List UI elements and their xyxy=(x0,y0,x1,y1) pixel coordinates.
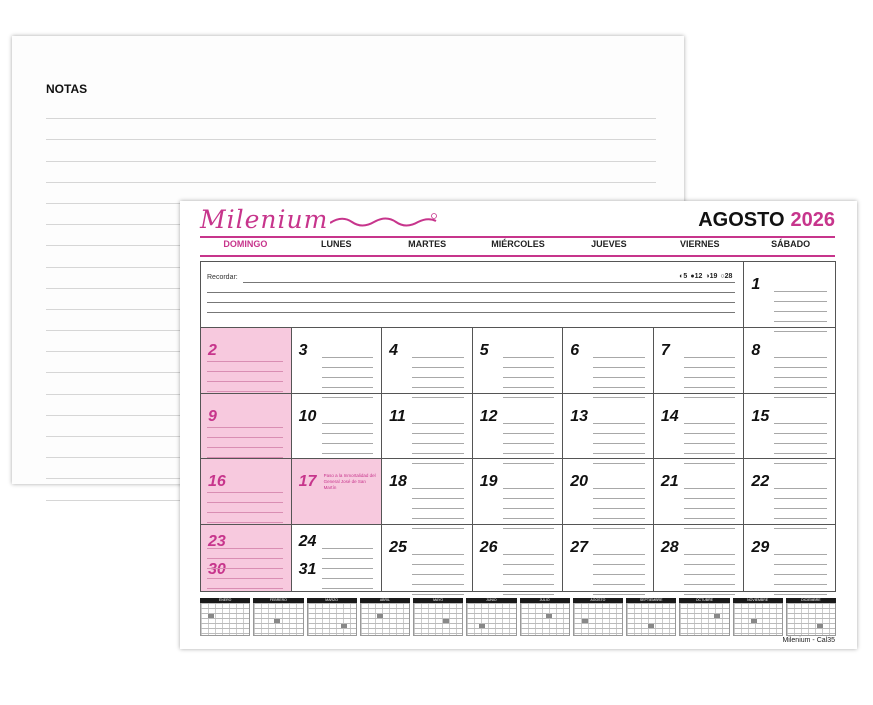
day-number: 23 xyxy=(208,533,226,551)
brand-swash-icon xyxy=(330,213,440,229)
write-line xyxy=(503,489,555,499)
write-line xyxy=(322,424,374,434)
day-number: 10 xyxy=(298,407,317,425)
mini-month-name: OCTUBRE xyxy=(679,598,729,603)
write-line xyxy=(207,483,283,493)
write-line xyxy=(503,555,555,565)
moon-phase-icon: ◐ xyxy=(679,273,684,280)
write-line xyxy=(593,479,645,489)
write-line xyxy=(593,555,645,565)
day-lines xyxy=(774,545,827,595)
day-number: 1 xyxy=(751,276,761,293)
write-line xyxy=(207,438,283,448)
write-line xyxy=(412,368,464,378)
write-line xyxy=(684,368,736,378)
write-line xyxy=(684,499,736,509)
day-cell[interactable] xyxy=(201,328,292,394)
mini-month-grid xyxy=(786,603,836,636)
write-line xyxy=(207,418,283,428)
day-number: 13 xyxy=(570,407,589,425)
write-line xyxy=(207,549,283,559)
day-lines xyxy=(412,348,464,398)
write-line xyxy=(207,382,283,392)
note-line xyxy=(46,162,656,183)
mini-month xyxy=(573,598,623,638)
write-line xyxy=(774,444,827,454)
write-line xyxy=(684,585,736,595)
header-rule xyxy=(200,236,835,238)
day-lines xyxy=(503,479,555,529)
day-cell[interactable] xyxy=(654,525,745,591)
write-line xyxy=(774,499,827,509)
write-line xyxy=(412,565,464,575)
mini-month xyxy=(360,598,410,638)
write-line xyxy=(774,434,827,444)
write-line xyxy=(503,565,555,575)
write-line xyxy=(774,555,827,565)
write-line xyxy=(593,499,645,509)
mini-month-grid xyxy=(307,603,357,636)
write-line xyxy=(322,549,374,559)
write-line xyxy=(412,414,464,424)
mini-month-name: ENERO xyxy=(200,598,250,603)
day-number: 7 xyxy=(660,341,670,359)
day-number: 27 xyxy=(570,539,589,557)
day-lines xyxy=(774,414,827,464)
day-cell[interactable] xyxy=(563,394,654,460)
day-cell[interactable] xyxy=(744,394,835,460)
year-mini-calendars xyxy=(200,598,836,638)
day-number: 14 xyxy=(660,407,679,425)
remember-line xyxy=(207,292,735,293)
month-name: AGOSTO xyxy=(698,209,785,231)
write-line xyxy=(503,479,555,489)
write-line xyxy=(593,368,645,378)
month-title xyxy=(698,209,835,232)
day-lines xyxy=(774,479,827,529)
write-line xyxy=(503,585,555,595)
mini-holiday-mark xyxy=(341,624,347,628)
mini-holiday-mark xyxy=(377,614,383,618)
day-number: 26 xyxy=(479,539,498,557)
write-line xyxy=(412,434,464,444)
day-number: 18 xyxy=(389,473,407,491)
mini-month xyxy=(307,598,357,638)
write-line xyxy=(503,414,555,424)
moon-phase-day: 5 xyxy=(683,273,688,280)
day-cell[interactable] xyxy=(744,525,835,591)
mini-month xyxy=(520,598,570,638)
write-line xyxy=(322,368,374,378)
day-cell[interactable] xyxy=(382,525,473,591)
mini-month xyxy=(253,598,303,638)
write-line xyxy=(684,509,736,519)
mini-month-grid xyxy=(679,603,729,636)
write-line xyxy=(774,565,827,575)
write-line xyxy=(322,348,374,358)
write-line xyxy=(774,479,827,489)
day-number: 12 xyxy=(479,407,498,425)
day-number: 22 xyxy=(751,473,770,491)
write-line xyxy=(412,378,464,388)
write-line xyxy=(593,575,645,585)
write-line xyxy=(774,575,827,585)
write-line xyxy=(412,499,464,509)
write-line xyxy=(322,434,374,444)
month-grid xyxy=(200,261,836,592)
write-line xyxy=(684,545,736,555)
write-line xyxy=(774,585,827,595)
day-number: 9 xyxy=(208,407,217,425)
write-line xyxy=(774,312,827,322)
write-line xyxy=(322,444,374,454)
write-line xyxy=(593,434,645,444)
write-line xyxy=(774,545,827,555)
write-line xyxy=(593,444,645,454)
mini-month xyxy=(733,598,783,638)
write-line xyxy=(412,575,464,585)
write-line xyxy=(684,378,736,388)
write-line xyxy=(412,358,464,368)
mini-month-name: MAYO xyxy=(413,598,463,603)
write-line xyxy=(684,489,736,499)
write-line xyxy=(593,358,645,368)
mini-holiday-mark xyxy=(582,619,588,623)
write-line xyxy=(322,414,374,424)
day-number: 24 xyxy=(298,533,317,551)
weekday-rule xyxy=(200,255,835,257)
write-line xyxy=(774,489,827,499)
brand-logo: Milenium xyxy=(200,205,329,234)
day-number: 3 xyxy=(298,341,308,359)
day-number: 17 xyxy=(298,473,317,491)
year: 2026 xyxy=(790,209,835,231)
write-line xyxy=(412,348,464,358)
holiday-note: Paso a la Inmortalidad del General José de San Martín xyxy=(323,473,376,491)
write-line xyxy=(684,414,736,424)
write-line xyxy=(503,424,555,434)
mini-month-name: AGOSTO xyxy=(573,598,623,603)
write-line xyxy=(207,493,283,503)
mini-month-name: NOVIEMBRE xyxy=(733,598,783,603)
write-line xyxy=(503,368,555,378)
mini-month-name: JUNIO xyxy=(466,598,516,603)
mini-holiday-mark xyxy=(817,624,823,628)
write-line xyxy=(593,545,645,555)
day-number: 4 xyxy=(389,341,399,359)
day-number: 16 xyxy=(208,473,226,491)
moon-phases xyxy=(676,273,735,280)
write-line xyxy=(412,585,464,595)
day-cell[interactable] xyxy=(654,328,745,394)
mini-month-name: JULIO xyxy=(520,598,570,603)
write-line xyxy=(774,358,827,368)
day-number: 25 xyxy=(389,539,407,557)
day-lines xyxy=(593,348,645,398)
mini-month xyxy=(466,598,516,638)
write-line xyxy=(322,378,374,388)
mini-holiday-mark xyxy=(546,614,552,618)
day-number: 20 xyxy=(570,473,589,491)
day-lines xyxy=(684,479,736,529)
mini-month-grid xyxy=(626,603,676,636)
write-line xyxy=(207,513,283,523)
weekday-header xyxy=(200,239,836,249)
day-lines xyxy=(593,479,645,529)
remember-line xyxy=(207,312,735,313)
day-cell[interactable] xyxy=(473,525,564,591)
mini-month-name: DICIEMBRE xyxy=(786,598,836,603)
write-line xyxy=(412,479,464,489)
write-line xyxy=(322,569,374,579)
day-number: 21 xyxy=(660,473,679,491)
mini-month-grid xyxy=(573,603,623,636)
write-line xyxy=(774,282,827,292)
day-cell[interactable] xyxy=(382,394,473,460)
mini-holiday-mark xyxy=(443,619,449,623)
weekday-label: MARTES xyxy=(408,239,447,249)
day-number: 2 xyxy=(208,341,217,359)
moon-phase-day: 28 xyxy=(724,273,733,280)
write-line xyxy=(503,434,555,444)
mini-month-name: ABRIL xyxy=(360,598,410,603)
day-cell[interactable] xyxy=(563,459,654,525)
write-line xyxy=(412,555,464,565)
day-lines xyxy=(412,414,464,464)
moon-phase-day: 12 xyxy=(694,273,703,280)
write-line xyxy=(412,489,464,499)
write-line xyxy=(593,509,645,519)
write-line xyxy=(774,302,827,312)
mini-holiday-mark xyxy=(751,619,757,623)
mini-month-name: FEBRERO xyxy=(253,598,303,603)
mini-month-grid xyxy=(733,603,783,636)
day-lines xyxy=(684,348,736,398)
mini-holiday-mark xyxy=(714,614,720,618)
write-line xyxy=(774,509,827,519)
write-line xyxy=(774,292,827,302)
moon-phase-icon: ○ xyxy=(720,273,725,280)
weekday-label: JUEVES xyxy=(591,239,627,249)
day-number: 29 xyxy=(751,539,770,557)
day-cell[interactable] xyxy=(744,328,835,394)
write-line xyxy=(412,509,464,519)
write-line xyxy=(207,539,283,549)
day-cell[interactable] xyxy=(382,328,473,394)
day-lines xyxy=(774,348,827,398)
weekday-label: MIÉRCOLES xyxy=(491,239,545,249)
day-cell[interactable] xyxy=(201,394,292,460)
day-cell[interactable] xyxy=(744,459,835,525)
write-line xyxy=(774,424,827,434)
day-cell[interactable] xyxy=(654,459,745,525)
mini-month-grid xyxy=(200,603,250,636)
day-lines xyxy=(593,545,645,595)
mini-month-grid xyxy=(466,603,516,636)
write-line xyxy=(774,368,827,378)
write-line xyxy=(684,479,736,489)
day-lines xyxy=(503,545,555,595)
write-line xyxy=(593,378,645,388)
write-line xyxy=(593,414,645,424)
day-cell[interactable] xyxy=(563,328,654,394)
remember-line xyxy=(207,302,735,303)
day-number: 15 xyxy=(751,407,770,425)
day-cell[interactable] xyxy=(473,328,564,394)
day-cell[interactable] xyxy=(292,328,383,394)
day-lines xyxy=(322,414,374,464)
mini-holiday-mark xyxy=(274,619,280,623)
remember-line xyxy=(243,282,735,283)
mini-month-name: SEPTIEMBRE xyxy=(626,598,676,603)
day-lines xyxy=(322,348,374,398)
mini-month-grid xyxy=(360,603,410,636)
write-line xyxy=(207,503,283,513)
write-line xyxy=(774,378,827,388)
day-lines xyxy=(412,479,464,529)
moon-phase-icon: ◑ xyxy=(705,273,710,280)
write-line xyxy=(207,372,283,382)
day-number: 28 xyxy=(660,539,679,557)
day-number: 31 xyxy=(298,561,317,579)
remember-label: Recordar: xyxy=(207,274,238,281)
write-line xyxy=(684,434,736,444)
write-line xyxy=(593,585,645,595)
weekday-label: LUNES xyxy=(321,239,352,249)
mini-holiday-mark xyxy=(648,624,654,628)
notes-title: NOTAS xyxy=(46,82,88,96)
day-cell[interactable] xyxy=(201,525,292,591)
write-line xyxy=(774,348,827,358)
remember-box xyxy=(201,262,744,328)
write-line xyxy=(207,569,283,579)
write-line xyxy=(684,424,736,434)
day-cell[interactable] xyxy=(292,394,383,460)
write-line xyxy=(412,545,464,555)
mini-month xyxy=(200,598,250,638)
mini-month xyxy=(786,598,836,638)
write-line xyxy=(207,362,283,372)
write-line xyxy=(503,348,555,358)
write-line xyxy=(593,565,645,575)
write-line xyxy=(684,565,736,575)
write-line xyxy=(503,499,555,509)
write-line xyxy=(207,559,283,569)
write-line xyxy=(503,509,555,519)
write-line xyxy=(503,545,555,555)
write-line xyxy=(593,489,645,499)
moon-phase-icon: ● xyxy=(690,273,695,280)
day-cell[interactable] xyxy=(563,525,654,591)
write-line xyxy=(593,348,645,358)
day-cell[interactable] xyxy=(744,262,835,328)
day-lines xyxy=(684,414,736,464)
write-line xyxy=(684,555,736,565)
day-lines xyxy=(503,414,555,464)
day-number: 6 xyxy=(570,341,580,359)
write-line xyxy=(774,414,827,424)
day-lines xyxy=(593,414,645,464)
write-line xyxy=(684,358,736,368)
note-line xyxy=(46,119,656,140)
day-number: 30 xyxy=(208,561,226,579)
write-line xyxy=(503,378,555,388)
write-line xyxy=(593,424,645,434)
day-lines xyxy=(503,348,555,398)
day-number: 11 xyxy=(389,407,406,425)
write-line xyxy=(684,348,736,358)
write-line xyxy=(322,579,374,589)
day-cell[interactable] xyxy=(473,459,564,525)
weekday-label: VIERNES xyxy=(679,239,720,249)
day-number: 8 xyxy=(751,341,761,359)
write-line xyxy=(322,559,374,569)
write-line xyxy=(684,575,736,585)
write-line xyxy=(412,444,464,454)
day-cell[interactable] xyxy=(292,525,383,591)
day-cell[interactable] xyxy=(382,459,473,525)
day-cell[interactable] xyxy=(654,394,745,460)
calendar-sheet xyxy=(180,201,857,649)
note-line xyxy=(46,98,656,119)
day-lines xyxy=(412,545,464,595)
mini-month xyxy=(413,598,463,638)
mini-month-grid xyxy=(520,603,570,636)
moon-phase-day: 19 xyxy=(709,273,718,280)
weekday-label: SÁBADO xyxy=(771,239,811,249)
note-line xyxy=(46,140,656,161)
day-lines xyxy=(207,539,283,589)
day-cell[interactable] xyxy=(473,394,564,460)
mini-holiday-mark xyxy=(208,614,214,618)
day-number: 5 xyxy=(479,341,489,359)
day-lines xyxy=(774,282,827,332)
weekday-label: DOMINGO xyxy=(223,239,268,249)
day-cell[interactable] xyxy=(292,459,383,525)
footer-code: Milenium - Cal35 xyxy=(782,637,835,644)
day-lines xyxy=(322,539,374,589)
write-line xyxy=(503,444,555,454)
write-line xyxy=(322,358,374,368)
mini-month-name: MARZO xyxy=(307,598,357,603)
write-line xyxy=(412,424,464,434)
write-line xyxy=(684,444,736,454)
write-line xyxy=(207,428,283,438)
day-cell[interactable] xyxy=(201,459,292,525)
mini-month xyxy=(626,598,676,638)
mini-month xyxy=(679,598,729,638)
write-line xyxy=(322,539,374,549)
write-line xyxy=(207,579,283,589)
day-number: 19 xyxy=(479,473,498,491)
mini-month-grid xyxy=(413,603,463,636)
write-line xyxy=(207,448,283,458)
write-line xyxy=(207,352,283,362)
write-line xyxy=(503,358,555,368)
mini-holiday-mark xyxy=(479,624,485,628)
day-lines xyxy=(684,545,736,595)
write-line xyxy=(503,575,555,585)
